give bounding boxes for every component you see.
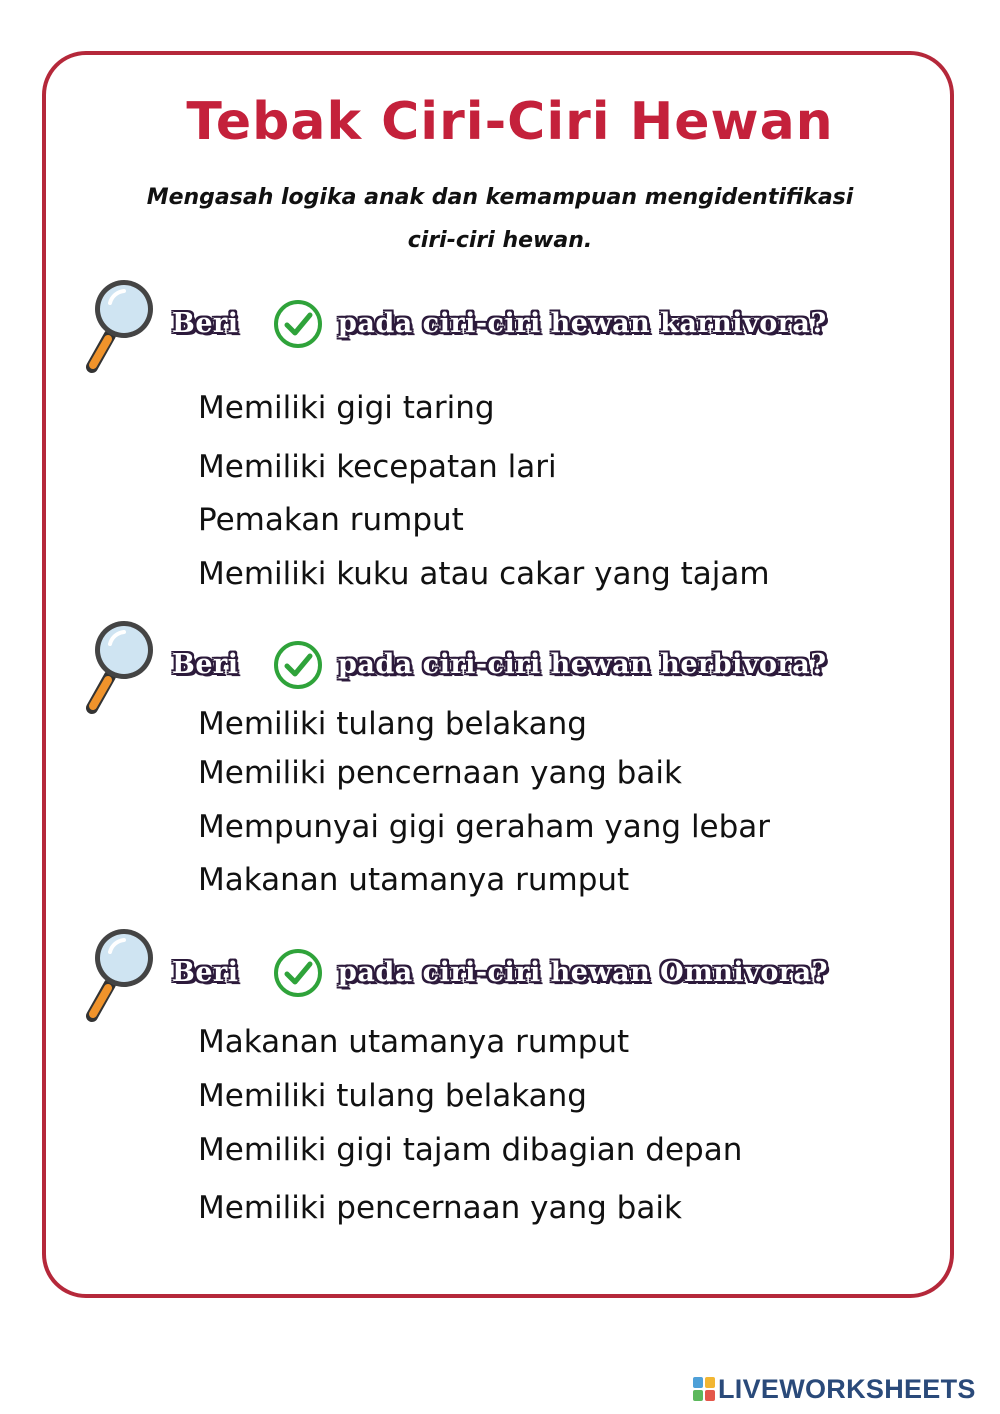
question-beri: Beri xyxy=(172,649,239,680)
option-item[interactable]: Memiliki kecepatan lari xyxy=(198,449,557,485)
option-item[interactable]: Mempunyai gigi geraham yang lebar xyxy=(198,809,771,845)
option-item[interactable]: Makanan utamanya rumput xyxy=(198,1024,630,1060)
liveworksheets-logo-text: LIVEWORKSHEETS xyxy=(718,1373,976,1404)
magnifier-icon xyxy=(80,616,160,716)
checkmark-icon xyxy=(272,639,324,691)
question-beri: Beri xyxy=(172,308,239,339)
question-text: pada ciri-ciri hewan karnivora? xyxy=(338,308,827,339)
option-item[interactable]: Pemakan rumput xyxy=(198,502,464,538)
option-item[interactable]: Memiliki gigi tajam dibagian depan xyxy=(198,1132,743,1168)
subtitle-line-2: ciri-ciri hewan. xyxy=(407,228,593,253)
option-item[interactable]: Memiliki tulang belakang xyxy=(198,706,587,742)
option-item[interactable]: Memiliki tulang belakang xyxy=(198,1078,587,1114)
question-beri: Beri xyxy=(172,957,239,988)
question-text: pada ciri-ciri hewan herbivora? xyxy=(338,649,827,680)
checkmark-icon xyxy=(272,947,324,999)
option-item[interactable]: Memiliki pencernaan yang baik xyxy=(198,1190,682,1226)
magnifier-icon xyxy=(80,275,160,375)
option-item[interactable]: Memiliki pencernaan yang baik xyxy=(198,755,682,791)
option-item[interactable]: Memiliki kuku atau cakar yang tajam xyxy=(198,556,770,592)
magnifier-icon xyxy=(80,924,160,1024)
liveworksheets-logo xyxy=(692,1374,976,1404)
option-item[interactable]: Makanan utamanya rumput xyxy=(198,862,630,898)
option-item[interactable]: Memiliki gigi taring xyxy=(198,390,495,426)
liveworksheets-logo-icon xyxy=(692,1376,716,1402)
page-title: Tebak Ciri-Ciri Hewan xyxy=(186,92,834,152)
checkmark-icon xyxy=(272,298,324,350)
question-text: pada ciri-ciri hewan Omnivora? xyxy=(338,957,828,988)
subtitle-line-1: Mengasah logika anak dan kemampuan mengidentifikasi xyxy=(146,185,854,210)
